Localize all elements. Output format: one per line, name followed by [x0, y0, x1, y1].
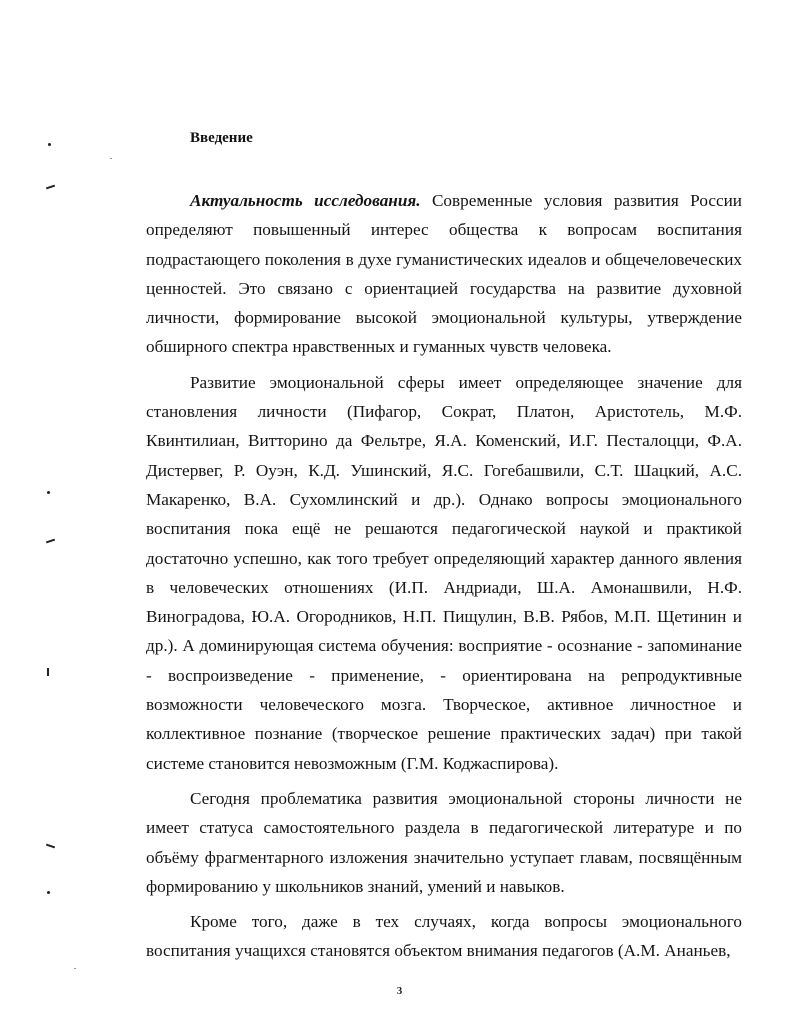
paragraph-lead: Актуальность исследования.: [190, 191, 421, 210]
scan-speck: [74, 968, 76, 969]
scan-speck: [110, 158, 112, 159]
margin-dot-mark: [47, 491, 50, 494]
paragraph: [146, 186, 742, 362]
paragraph: Кроме того, даже в тех случаях, когда вопросы эмоционального воспитания учащихся становятся объектом внимания педагогов (А.М. Ананьев,: [146, 912, 742, 961]
paragraph: Сегодня проблематика развития эмоциональной стороны личности не имеет статуса самостоятельного раздела в педагогической литературе и по объёму фрагментарного изложения значительно уступает главам, посвящённым формированию у школьников знаний, умений и навыков.: [146, 788, 742, 896]
paragraph: Развитие эмоциональной сферы имеет определяющее значение для становления личности (Пифагор, Сократ, Платон, Аристотель, М.Ф. Квинтилиан, Витторино да Фельтре, Я.А. Коменский, И.Г. Песталоцци, Ф.А. Дистервег, Р. Оуэн, К.Д. Ушинский, Я.С. Гогебашвили, С.Т. Шацкий, А.С. Макаренко, В.А. Сухомлинский и др.). Однако вопросы эмоционального воспитания пока ещё не решаются педагогической наукой и практикой достаточно успешно, как того требует определяющий характер данного явления в человеческих отношениях (И.П. Андриади, Ш.А. Амонашвили, Н.Ф. Виноградова, Ю.А. Огородников, Н.П. Пищулин, В.В. Рябов, М.П. Щетинин и др.). А доминирующая система обучения: восприятие - осознание - запоминание - воспроизведение - применение, - ориентирована на репродуктивные возможности человеческого мозга. Творческое, активное личностное и коллективное познание (творческое решение практических задач) при такой системе становится невозможным (Г.М. Коджаспирова).: [146, 372, 742, 773]
margin-tick-mark: [46, 844, 55, 849]
section-heading: Введение: [190, 130, 253, 146]
margin-tick-mark: [46, 539, 55, 544]
margin-dot-mark: [47, 891, 50, 894]
page-number: 3: [396, 985, 403, 997]
document-body: [146, 186, 742, 966]
paragraph-text: Современные условия развития России определяют повышенный интерес общества к вопросам воспитания подрастающего поколения в духе гуманистических идеалов и общечеловеческих ценностей. Это связано с ориентацией государства на развитие духовной личности, формирование высокой эмоциональной культуры, утверждение обширного спектра нравственных и гуманных чувств человека.: [146, 191, 742, 357]
margin-cross-mark: [47, 668, 49, 676]
margin-tick-mark: [46, 185, 55, 190]
margin-dot-mark: [48, 143, 51, 146]
